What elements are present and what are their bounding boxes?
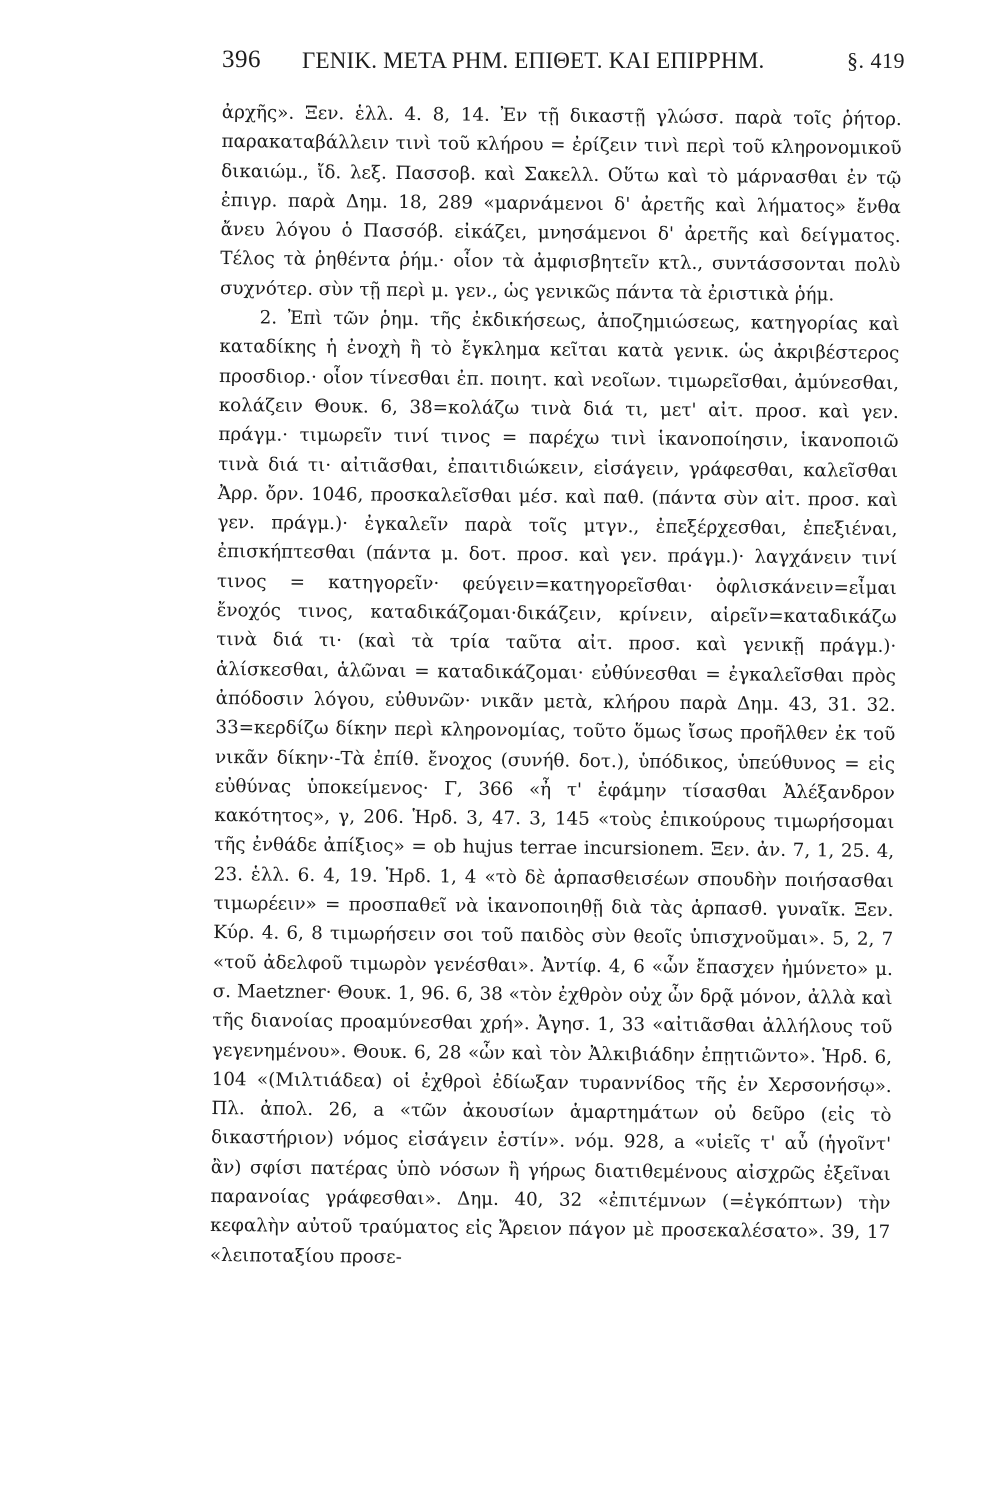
book-page: [180, 38, 905, 1478]
paragraph-section-2: 2. Ἐπὶ τῶν ῥημ. τῆς ἐκδικήσεως, ἀποζημιώσεως, κατηγορίας καὶ καταδίκης ἡ ἐνοχὴ ἢ τὸ ἔγκλημα κεῖται κατὰ γενικ. ὡς ἀκριβέστερος προσδιορ.· οἷον τίνεσθαι ἐπ. ποιητ. καὶ νεοῖων. τιμωρεῖσθαι, ἀμύνεσθαι, κολάζειν Θουκ. 6, 38=κολάζω τινὰ διά τι, μετ' αἰτ. προσ. καὶ γεν. πράγμ.· τιμωρεῖν τινί τινος = παρέχω τινὶ ἱκανοποίησιν, ἱκανοποιῶ τινὰ διά τι· αἰτιᾶσθαι, ἐπαιτιδιώκειν, εἰσάγειν, γράφεσθαι, καλεῖσθαι Ἀρρ. ὄρν. 1046, προσκαλεῖσθαι μέσ. καὶ παθ. (πάντα σὺν αἰτ. προσ. καὶ γεν. πράγμ.)· ἐγκαλεῖν παρὰ τοῖς μτγν., ἐπεξέρχεσθαι, ἐπεξιέναι, ἐπισκήπτεσθαι (πάντα μ. δοτ. προσ. καὶ γεν. πράγμ.)· λαγχάνειν τινί τινος = κατηγορεῖν· φεύγειν=κατηγορεῖσθαι· ὀφλισκάνειν=εἶμαι ἔνοχός τινος, καταδικάζομαι·δικάζειν, κρίνειν, αἱρεῖν=καταδικάζω τινὰ διά τι· (καὶ τὰ τρία ταῦτα αἰτ. προσ. καὶ γενικῇ πράγμ.)· ἁλίσκεσθαι, ἁλῶναι = καταδικάζομαι· εὐθύνεσθαι = ἐγκαλεῖσθαι πρὸς ἀπόδοσιν λόγου, εὐθυνῶν· νικᾶν μετὰ, κλήρου παρὰ Δημ. 43, 31. 32. 33=κερδίζω δίκην περὶ κληρονομίας, τοῦτο ὅμως ἴσως προῆλθεν ἐκ τοῦ νικᾶν δίκην·-Τὰ ἐπίθ. ἔνοχος (συνήθ. δοτ.), ὑπόδικος, ὑπεύθυνος = εἰς εὐθύνας ὑποκείμενος· Γ, 366 «ἦ τ' ἐφάμην τίσασθαι Ἀλέξανδρον κακότητος», γ, 206. Ἡρδ. 3, 47. 3, 145 «τοὺς ἐπικούρους τιμωρήσομαι τῆς ἐνθάδε ἀπίξιος» = ob hujus terrae incursionem. Ξεν. ἀν. 7, 1, 25. 4, 23. ἑλλ. 6. 4, 19. Ἡρδ. 1, 4 «τὸ δὲ ἁρπασθεισέων σπουδὴν ποιήσασθαι τιμωρέειν» = προσπαθεῖ νὰ ἱκανοποιηθῇ διὰ τὰς ἁρπασθ. γυναῖκ. Ξεν. Κύρ. 4. 6, 8 τιμωρήσειν σοι τοῦ παιδὸς σὺν θεοῖς ὑπισχνοῦμαι». 5, 2, 7 «τοῦ ἀδελφοῦ τιμωρὸν γενέσθαι». Ἀντίφ. 4, 6 «ὧν ἔπασχεν ἠμύνετο» μ. σ. Maetzner· Θουκ. 1, 96. 6, 38 «τὸν ἐχθρὸν οὐχ ὧν δρᾷ μόνον, ἀλλὰ καὶ τῆς διανοίας προαμύνεσθαι χρή». Ἀγησ. 1, 33 «αἰτιᾶσθαι ἀλλήλους τοῦ γεγενημένου». Θουκ. 6, 28 «ὧν καὶ τὸν Ἀλκιβιάδην ἐπῃτιῶντο». Ἡρδ. 6, 104 «(Μιλτιάδεα) οἱ ἐχθροὶ ἐδίωξαν τυραννίδος τῆς ἐν Χερσονήσῳ». Πλ. ἀπολ. 26, a «τῶν ἀκουσίων ἁμαρτημάτων οὐ δεῦρο (εἰς τὸ δικαστήριον) νόμος εἰσάγειν ἐστίν». νόμ. 928, a «υἱεῖς τ' αὖ (ἡγοῖντ' ἂν) σφίσι πατέρας ὑπὸ νόσων ἢ γήρως διατιθεμένους αἰσχρῶς ἐξεῖναι παρανοίας γράφεσθαι». Δημ. 40, 32 «ἐπιτέμνων (=ἐγκόπτων) τὴν κεφαλὴν αὐτοῦ τραύματος εἰς Ἄρειον πάγον μὲ προσεκαλέσατο». 39, 17 «λειποταξίου προσε-: [209, 307, 900, 1268]
section-number: §. 419: [847, 48, 905, 73]
body-text: [210, 98, 902, 1277]
running-head: [180, 38, 905, 86]
paragraph-continuation: ἀρχῆς». Ξεν. ἑλλ. 4. 8, 14. Ἐν τῇ δικαστῇ γλώσσ. παρὰ τοῖς ῥήτορ. παρακαταβάλλειν τινὶ τοῦ κλήρου = ἐρίζειν τινὶ περὶ τοῦ κληρονομικοῦ δικαιώμ., ἴδ. λεξ. Πασσοβ. καὶ Σακελλ. Οὕτω καὶ τὸ μάρνασθαι ἐν τῷ ἐπιγρ. παρὰ Δημ. 18, 289 «μαρνάμενοι δ' ἀρετῆς καὶ λήματος» ἔνθα ἄνευ λόγου ὁ Πασσόβ. εἰκάζει, μνησάμενοι δ' ἀρετῆς καὶ δείγματος. Τέλος τὰ ῥηθέντα ῥήμ.· οἷον τὰ ἀμφισβητεῖν κτλ., συντάσσονται πολὺ συχνότερ. σὺν τῇ περὶ μ. γεν., ὡς γενικῶς πάντα τὰ ἐριστικὰ ῥήμ.: [219, 101, 902, 306]
page-number: 396: [222, 46, 261, 73]
running-title: ΓΕΝΙΚ. ΜΕΤΑ ΡΗΜ. ΕΠΙΘΕΤ. ΚΑΙ ΕΠΙΡΡΗΜ.: [302, 48, 765, 73]
